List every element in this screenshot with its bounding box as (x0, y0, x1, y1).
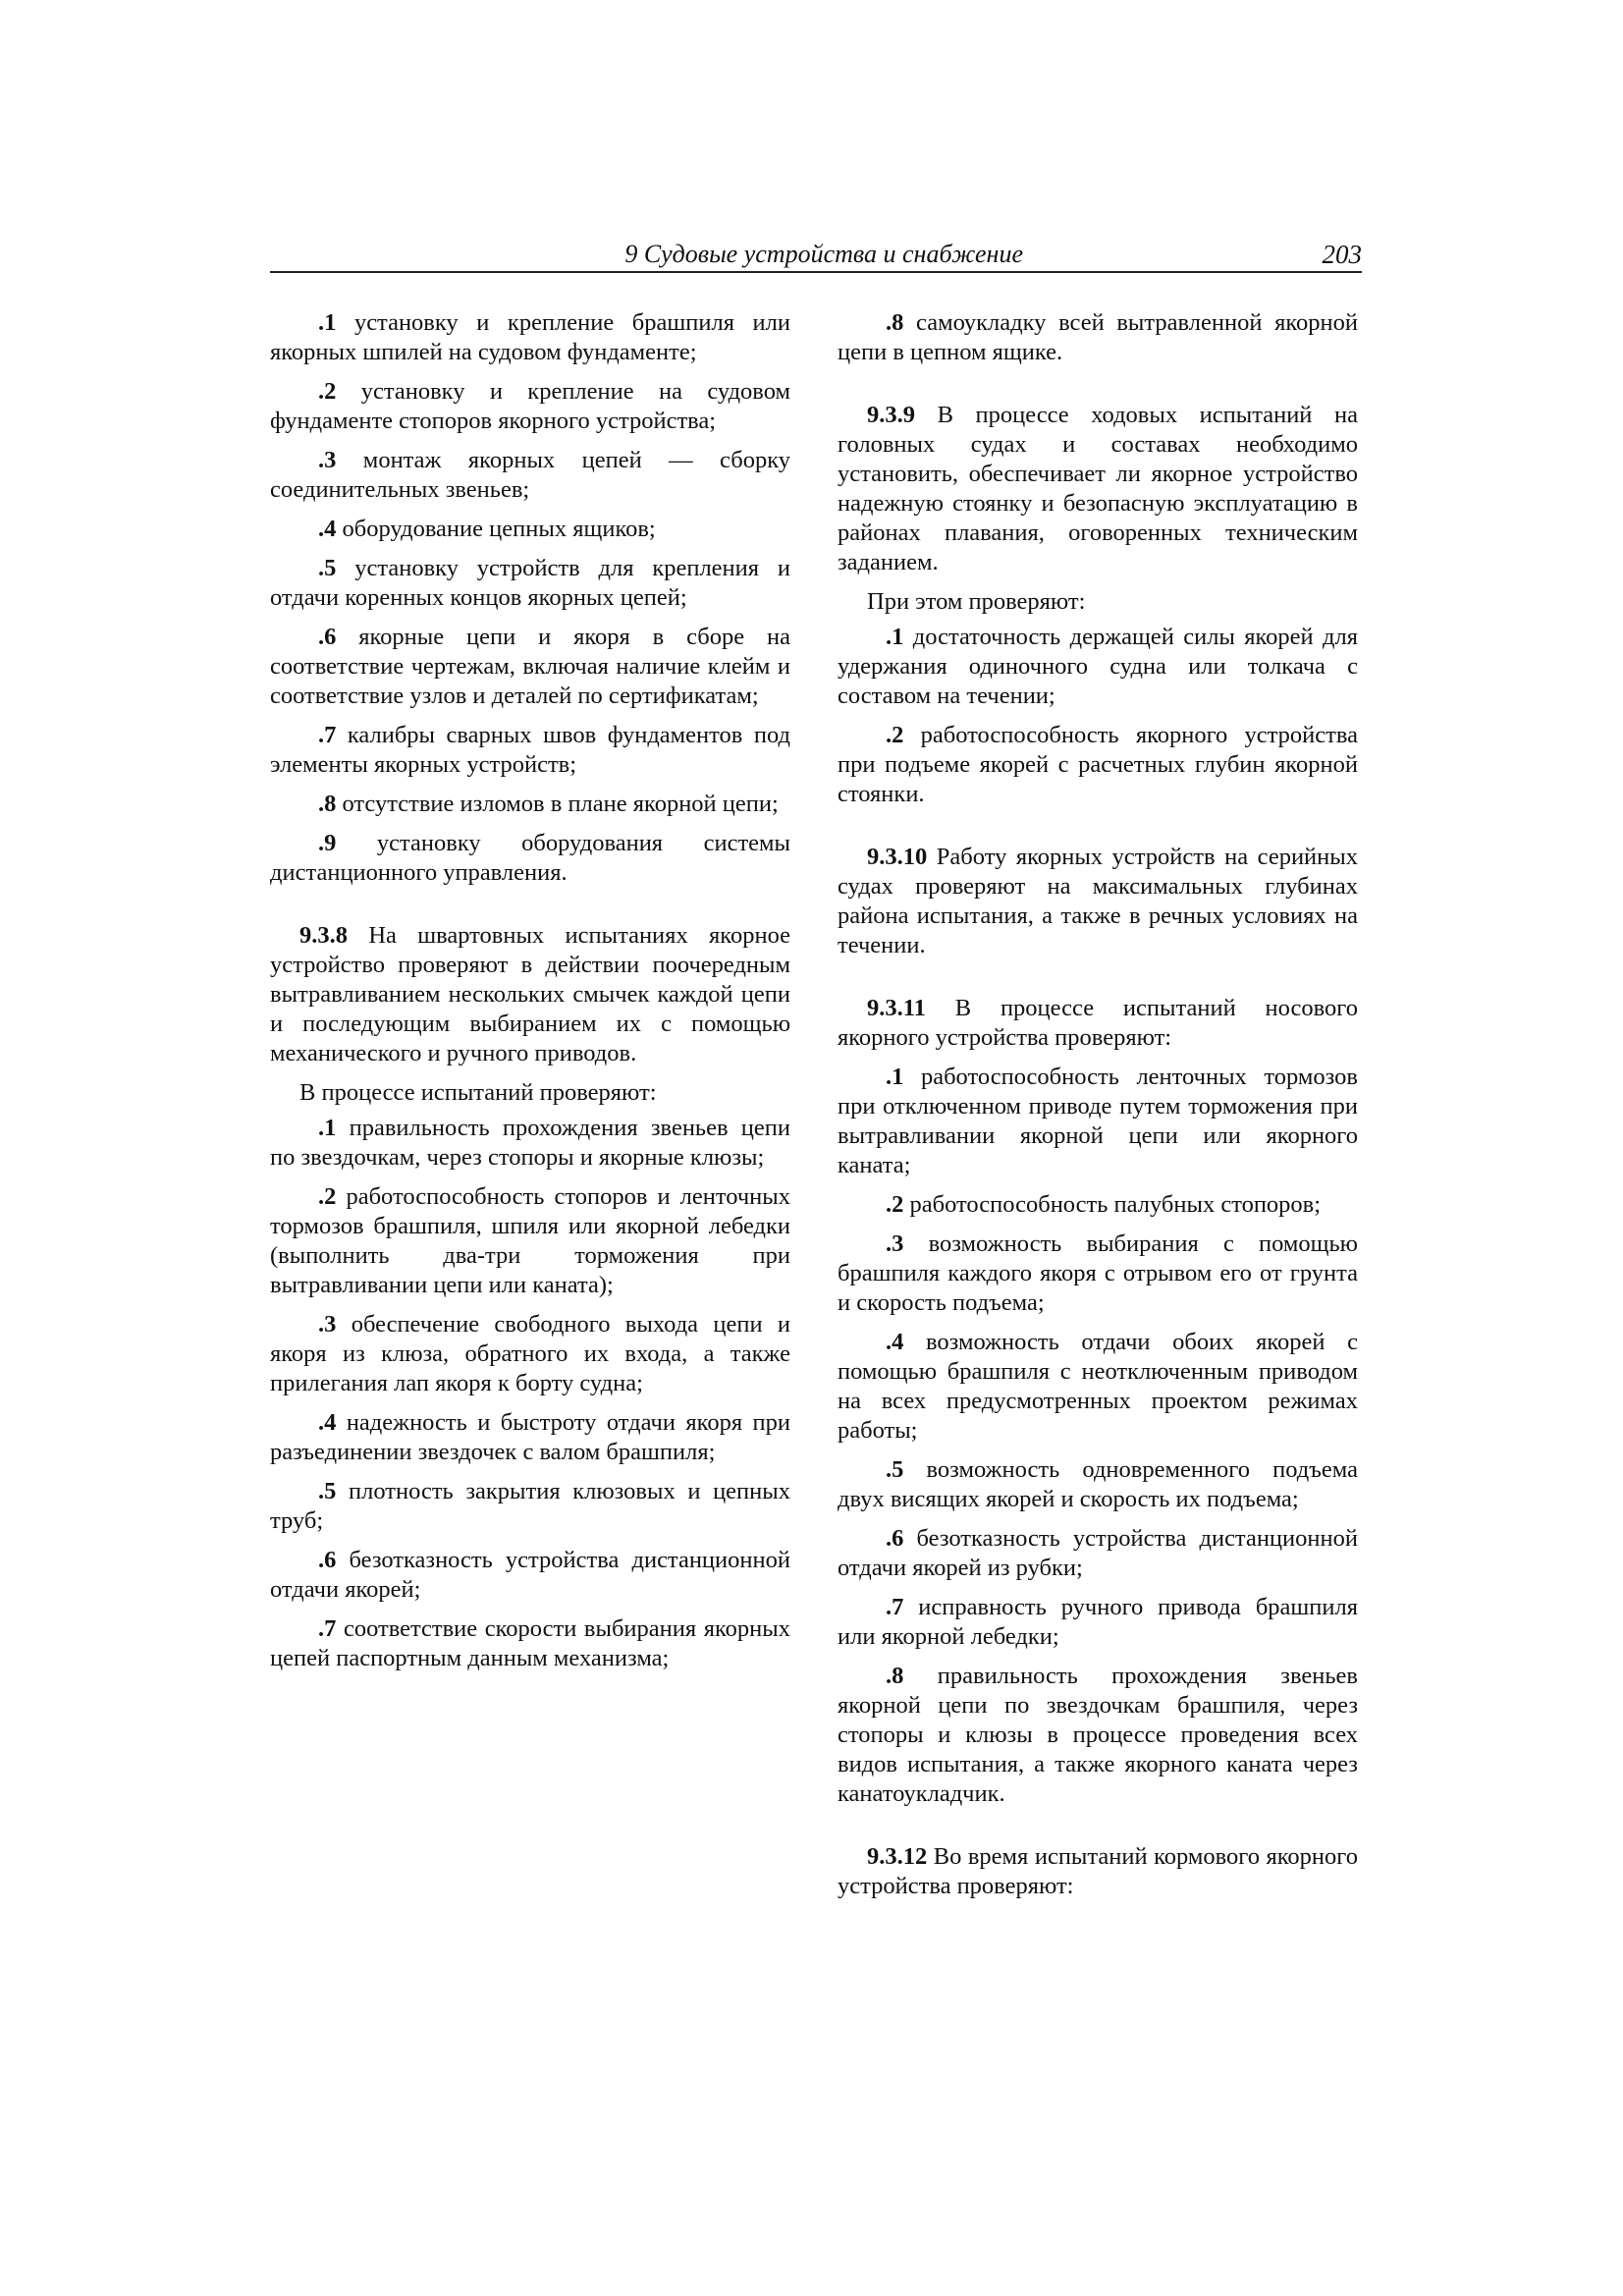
list-item: .8 самоукладку всей вытравленной якорной цепи в цепном ящике. (838, 309, 1358, 365)
list-item: .5 плотность закрытия клюзовых и цепных труб; (270, 1478, 790, 1534)
list-item: .6 безотказность устройства дистанционной отдачи якорей; (270, 1547, 790, 1603)
list-item: .7 исправность ручного привода брашпиля или якорной лебедки; (838, 1594, 1358, 1650)
list-item: .7 соответствие скорости выбирания якорных цепей паспортным данным механизма; (270, 1615, 790, 1671)
list-item: .1 достаточность держащей силы якорей для удержания одиночного судна или толкача с составом на течении; (838, 624, 1358, 709)
list-item: .2 работоспособность палубных стопоров; (886, 1191, 1322, 1218)
paragraph-9-3-11: 9.3.11 В процессе испытаний носового якорного устройства проверяют: (838, 995, 1358, 1051)
paragraph-9-3-12: 9.3.12 Во время испытаний кормового якорного устройства проверяют: (838, 1843, 1358, 1899)
paragraph-lead: При этом проверяют: (867, 588, 1086, 615)
list-item: .3 обеспечение свободного выхода цепи и якоря из клюза, обратного их входа, а также прилегания лап якоря к борту судна; (270, 1311, 790, 1396)
list-item: .6 якорные цепи и якоря в сборе на соответствие чертежам, включая наличие клейм и соответствие узлов и деталей по сертификатам; (270, 624, 790, 709)
list-item: .9 установку оборудования системы дистанционного управления. (270, 830, 790, 886)
list-item: .8 отсутствие изломов в плане якорной цепи; (318, 791, 779, 817)
left-column (270, 308, 790, 1683)
list-item: .3 возможность выбирания с помощью брашпиля каждого якоря с отрывом его от грунта и скорость подъема; (838, 1230, 1358, 1316)
paragraph-lead: В процессе испытаний проверяют: (299, 1079, 657, 1106)
list-item: .6 безотказность устройства дистанционной отдачи якорей из рубки; (838, 1525, 1358, 1581)
paragraph-9-3-9: 9.3.9 В процессе ходовых испытаний на головных судах и составах необходимо установить, обеспечивает ли якорное устройство надежную стоянку и безопасную эксплуатацию в районах плавания, оговоренных техническим заданием. (838, 402, 1358, 575)
list-item: .7 калибры сварных швов фундаментов под элементы якорных устройств; (270, 722, 790, 778)
right-column (838, 308, 1358, 1911)
list-item: .4 надежность и быстроту отдачи якоря при разъединении звездочек с валом брашпиля; (270, 1409, 790, 1465)
running-header (270, 240, 1362, 273)
list-item: .4 возможность отдачи обоих якорей с помощью брашпиля с неотключенным приводом на всех предусмотренных проектом режимах работы; (838, 1329, 1358, 1444)
list-item: .1 работоспособность ленточных тормозов при отключенном приводе путем торможения при вытравливании якорной цепи или якорного каната; (838, 1064, 1358, 1178)
list-item: .4 оборудование цепных ящиков; (318, 516, 656, 542)
paragraph-9-3-10: 9.3.10 Работу якорных устройств на серийных судах проверяют на максимальных глубинах района испытания, а также в речных условиях на течении. (838, 844, 1358, 958)
list-item: .8 правильность прохождения звеньев якорной цепи по звездочкам брашпиля, через стопоры и клюзы в процессе проведения всех видов испытания, а также якорного каната через канатоукладчик. (838, 1663, 1358, 1807)
running-header-title: 9 Судовые устройства и снабжение (624, 240, 1023, 268)
list-item: .3 монтаж якорных цепей — сборку соединительных звеньев; (270, 447, 790, 503)
paragraph-9-3-8: 9.3.8 На швартовных испытаниях якорное устройство проверяют в действии поочередным вытравливанием нескольких смычек каждой цепи и последующим выбиранием их с помощью механического и ручного приводов. (270, 922, 790, 1066)
list-item: .5 возможность одновременного подъема двух висящих якорей и скорость их подъема; (838, 1456, 1358, 1512)
list-item: .2 работоспособность стопоров и ленточных тормозов брашпиля, шпиля или якорной лебедки (выполнить два-три торможения при вытравливании цепи или каната); (270, 1183, 790, 1298)
list-item: .5 установку устройств для крепления и отдачи коренных концов якорных цепей; (270, 555, 790, 611)
list-item: .1 правильность прохождения звеньев цепи по звездочкам, через стопоры и якорные клюзы; (270, 1115, 790, 1171)
list-item: .2 установку и крепление на судовом фундаменте стопоров якорного устройства; (270, 378, 790, 434)
page-number: 203 (1322, 240, 1362, 269)
list-item: .2 работоспособность якорного устройства при подъеме якорей с расчетных глубин якорной стоянки. (838, 722, 1358, 807)
list-item: .1 установку и крепление брашпиля или якорных шпилей на судовом фундаменте; (270, 309, 790, 365)
